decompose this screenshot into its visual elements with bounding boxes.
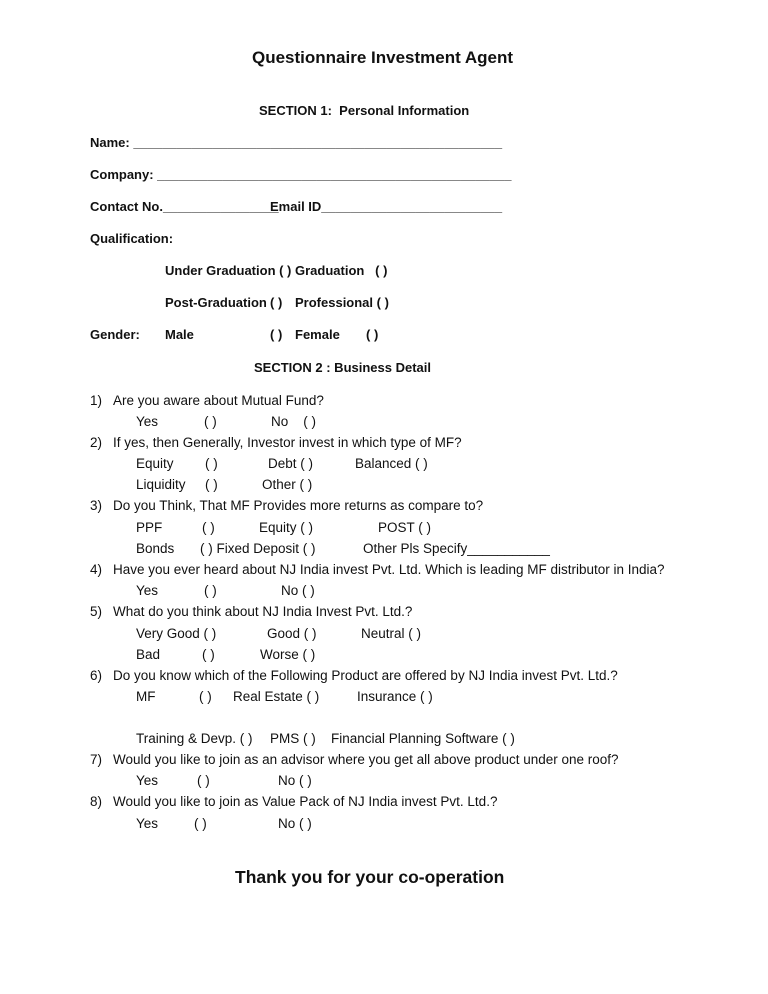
q4-option-no[interactable]: No ( ) xyxy=(281,583,315,598)
q2-checkbox-liquidity[interactable]: ( ) xyxy=(205,477,218,492)
question-number: 1) xyxy=(90,393,103,408)
question-text: If yes, then Generally, Investor invest in which type of MF? xyxy=(113,435,462,450)
q8-checkbox-yes[interactable]: ( ) xyxy=(194,816,207,831)
closing-note: Thank you for your co-operation xyxy=(235,867,505,887)
question-text: Have you ever heard about NJ India invest Pvt. Ltd. Which is leading MF distributor in India? xyxy=(113,562,665,577)
q8-option-no[interactable]: No ( ) xyxy=(278,816,312,831)
q3-option-bonds[interactable]: Bonds xyxy=(136,541,175,556)
question-text: Would you like to join as Value Pack of NJ India invest Pvt. Ltd.? xyxy=(113,794,498,809)
q6-option-training[interactable]: Training & Devp. ( ) xyxy=(136,731,253,746)
question-number: 8) xyxy=(90,794,103,809)
question-number: 3) xyxy=(90,498,103,513)
option-male[interactable]: Male xyxy=(165,327,194,342)
question-text: Would you like to join as an advisor where you get all above product under one roof? xyxy=(113,752,619,767)
q2-option-equity[interactable]: Equity xyxy=(136,456,174,471)
q4-checkbox-yes[interactable]: ( ) xyxy=(204,583,217,598)
q6-checkbox-mf[interactable]: ( ) xyxy=(199,689,212,704)
q3-option-ppf[interactable]: PPF xyxy=(136,520,163,535)
q2-option-balanced[interactable]: Balanced ( ) xyxy=(355,456,428,471)
q5-checkbox-bad[interactable]: ( ) xyxy=(202,647,215,662)
q6-option-financial-planning-software[interactable]: Financial Planning Software ( ) xyxy=(331,731,515,746)
question-text: Do you Think, That MF Provides more returns as compare to? xyxy=(113,498,484,513)
q6-option-insurance[interactable]: Insurance ( ) xyxy=(357,689,433,704)
q2-checkbox-equity[interactable]: ( ) xyxy=(205,456,218,471)
question-number: 6) xyxy=(90,668,103,683)
q3-option-other-specify[interactable]: Other Pls Specify___________ xyxy=(363,541,550,556)
q8-option-yes[interactable]: Yes xyxy=(136,816,159,831)
qualification-label: Qualification: xyxy=(90,231,174,246)
q5-option-good[interactable]: Good ( ) xyxy=(267,626,317,641)
q5-option-neutral[interactable]: Neutral ( ) xyxy=(361,626,422,641)
q6-option-real-estate[interactable]: Real Estate ( ) xyxy=(233,689,320,704)
q5-option-very-good[interactable]: Very Good ( ) xyxy=(136,626,217,641)
question-text: Are you aware about Mutual Fund? xyxy=(113,393,324,408)
q4-option-yes[interactable]: Yes xyxy=(136,583,159,598)
option-professional[interactable]: Professional ( ) xyxy=(295,295,389,310)
q6-option-pms[interactable]: PMS ( ) xyxy=(270,731,316,746)
email-id-field[interactable]: Email ID_________________________ xyxy=(270,199,503,214)
q7-option-no[interactable]: No ( ) xyxy=(278,773,312,788)
q1-checkbox-yes[interactable]: ( ) xyxy=(204,414,217,429)
company-field[interactable]: Company: _________________________________________________ xyxy=(90,167,512,182)
q3-option-post[interactable]: POST ( ) xyxy=(378,520,432,535)
q2-option-debt[interactable]: Debt ( ) xyxy=(268,456,314,471)
question-text: Do you know which of the Following Product are offered by NJ India invest Pvt. Ltd.? xyxy=(113,668,618,683)
question-number: 4) xyxy=(90,562,103,577)
question-number: 5) xyxy=(90,604,103,619)
q2-option-other[interactable]: Other ( ) xyxy=(262,477,313,492)
q5-option-bad[interactable]: Bad xyxy=(136,647,161,662)
q1-option-no[interactable]: No ( ) xyxy=(271,414,317,429)
q2-option-liquidity[interactable]: Liquidity xyxy=(136,477,186,492)
q3-option-equity[interactable]: Equity ( ) xyxy=(259,520,314,535)
question-number: 2) xyxy=(90,435,103,450)
q5-option-worse[interactable]: Worse ( ) xyxy=(260,647,316,662)
q1-option-yes[interactable]: Yes xyxy=(136,414,159,429)
section-1-heading: SECTION 1: Personal Information xyxy=(259,103,470,118)
q3-option-fixed-deposit[interactable]: ( ) Fixed Deposit ( ) xyxy=(200,541,316,556)
q7-checkbox-yes[interactable]: ( ) xyxy=(197,773,210,788)
checkbox-male[interactable]: ( ) xyxy=(270,327,283,342)
checkbox-post-graduation[interactable]: ( ) xyxy=(270,295,283,310)
gender-label: Gender: xyxy=(90,327,140,342)
option-graduation[interactable]: Graduation ( ) xyxy=(295,263,388,278)
q7-option-yes[interactable]: Yes xyxy=(136,773,159,788)
page-title: Questionnaire Investment Agent xyxy=(252,48,514,67)
section-2-heading: SECTION 2 : Business Detail xyxy=(254,360,431,375)
contact-no-field[interactable]: Contact No.________________ xyxy=(90,199,279,214)
question-number: 7) xyxy=(90,752,103,767)
question-text: What do you think about NJ India Invest Pvt. Ltd.? xyxy=(113,604,413,619)
name-field[interactable]: Name: ___________________________________________________ xyxy=(90,135,503,150)
option-post-graduation[interactable]: Post-Graduation xyxy=(165,295,267,310)
option-under-graduation[interactable]: Under Graduation ( ) xyxy=(165,263,292,278)
option-female[interactable]: Female xyxy=(295,327,340,342)
q6-option-mf[interactable]: MF xyxy=(136,689,156,704)
q3-checkbox-ppf[interactable]: ( ) xyxy=(202,520,215,535)
checkbox-female[interactable]: ( ) xyxy=(366,327,379,342)
